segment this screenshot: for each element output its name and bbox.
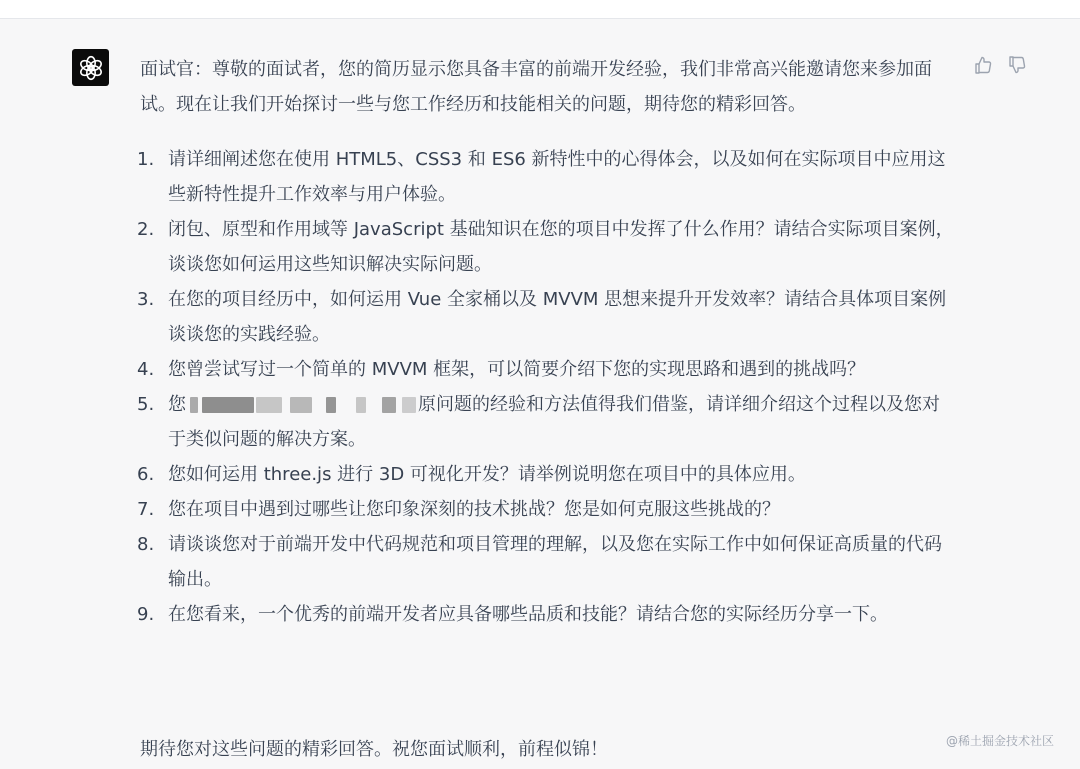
question-item-4	[137, 352, 955, 387]
question-text: 您如何运用 three.js 进行 3D 可视化开发？请举例说明您在项目中的具体应用。	[168, 464, 806, 485]
question-text: 请详细阐述您在使用 HTML5、CSS3 和 ES6 新特性中的心得体会，以及如何在实际项目中应用这些新特性提升工作效率与用户体验。	[168, 149, 946, 205]
question-item-5	[137, 387, 955, 457]
question-item-9	[137, 597, 955, 632]
question-number: 6.	[137, 464, 155, 485]
question-number: 7.	[137, 499, 155, 520]
assistant-message	[137, 52, 955, 632]
message-outro: 期待您对这些问题的精彩回答。祝您面试顺利，前程似锦！	[140, 739, 608, 760]
question-text: 您曾尝试写过一个简单的 MVVM 框架，可以简要介绍下您的实现思路和遇到的挑战吗？	[168, 359, 866, 380]
thumbs-up-icon[interactable]	[974, 55, 994, 75]
question-number: 1.	[137, 149, 155, 170]
question-number: 3.	[137, 289, 155, 310]
thumbs-down-icon[interactable]	[1008, 55, 1028, 75]
openai-logo-icon	[72, 49, 109, 86]
top-divider	[0, 0, 1080, 19]
question-text-suffix: 原问题的经验和方法值得我们借鉴，请详细介绍这个过程以及您对于类似问题的解决方案。	[168, 394, 940, 450]
question-number: 9.	[137, 604, 155, 625]
question-text: 您在项目中遇到过哪些让您印象深刻的技术挑战？您是如何克服这些挑战的？	[168, 499, 780, 520]
question-text-prefix: 您	[168, 394, 186, 415]
question-list	[137, 142, 955, 632]
question-text: 在您看来，一个优秀的前端开发者应具备哪些品质和技能？请结合您的实际经历分享一下。	[168, 604, 888, 625]
question-number: 2.	[137, 219, 155, 240]
question-number: 4.	[137, 359, 155, 380]
message-intro: 面试官：尊敬的面试者，您的简历显示您具备丰富的前端开发经验，我们非常高兴能邀请您来参加面试。现在让我们开始探讨一些与您工作经历和技能相关的问题，期待您的精彩回答。	[140, 59, 932, 115]
question-number: 8.	[137, 534, 155, 555]
question-item-7	[137, 492, 955, 527]
question-text: 闭包、原型和作用域等 JavaScript 基础知识在您的项目中发挥了什么作用？请结合实际项目案例，谈谈您如何运用这些知识解决实际问题。	[168, 219, 954, 275]
question-item-1	[137, 142, 955, 212]
redacted-text	[186, 393, 418, 417]
question-item-3	[137, 282, 955, 352]
question-text: 请谈谈您对于前端开发中代码规范和项目管理的理解，以及您在实际工作中如何保证高质量的代码输出。	[168, 534, 942, 590]
question-item-8	[137, 527, 955, 597]
question-item-6	[137, 457, 955, 492]
question-item-2	[137, 212, 955, 282]
question-number: 5.	[137, 394, 155, 415]
question-text: 在您的项目经历中，如何运用 Vue 全家桶以及 MVVM 思想来提升开发效率？请结合具体项目案例谈谈您的实践经验。	[168, 289, 947, 345]
watermark: @稀土掘金技术社区	[946, 734, 1055, 748]
